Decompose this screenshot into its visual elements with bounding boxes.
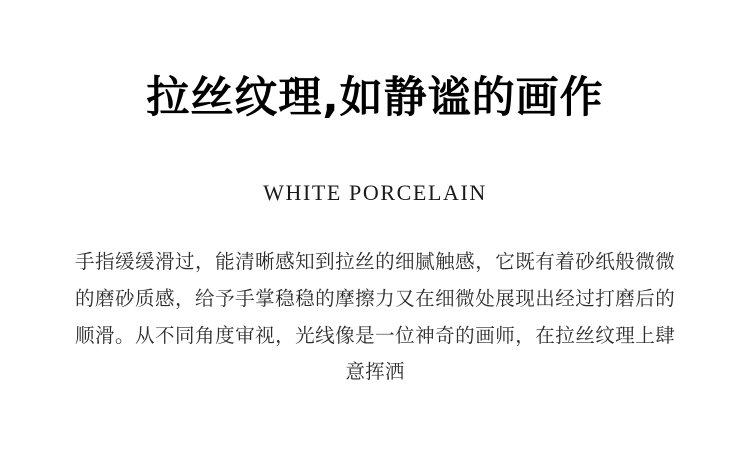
body-copy-block xyxy=(75,244,675,391)
body-paragraph: 手指缓缓滑过，能清晰感知到拉丝的细腻触感，它既有着砂纸般微微的磨砂质感，给予手掌稳稳的摩擦力又在细微处展现出经过打磨后的顺滑。从不同角度审视，光线像是一位神奇的画师，在拉丝纹理上肆意挥洒 xyxy=(75,250,675,384)
page-title: 拉丝纹理,如静谧的画作 xyxy=(146,73,604,123)
page-subtitle: WHITE PORCELAIN xyxy=(263,180,487,206)
